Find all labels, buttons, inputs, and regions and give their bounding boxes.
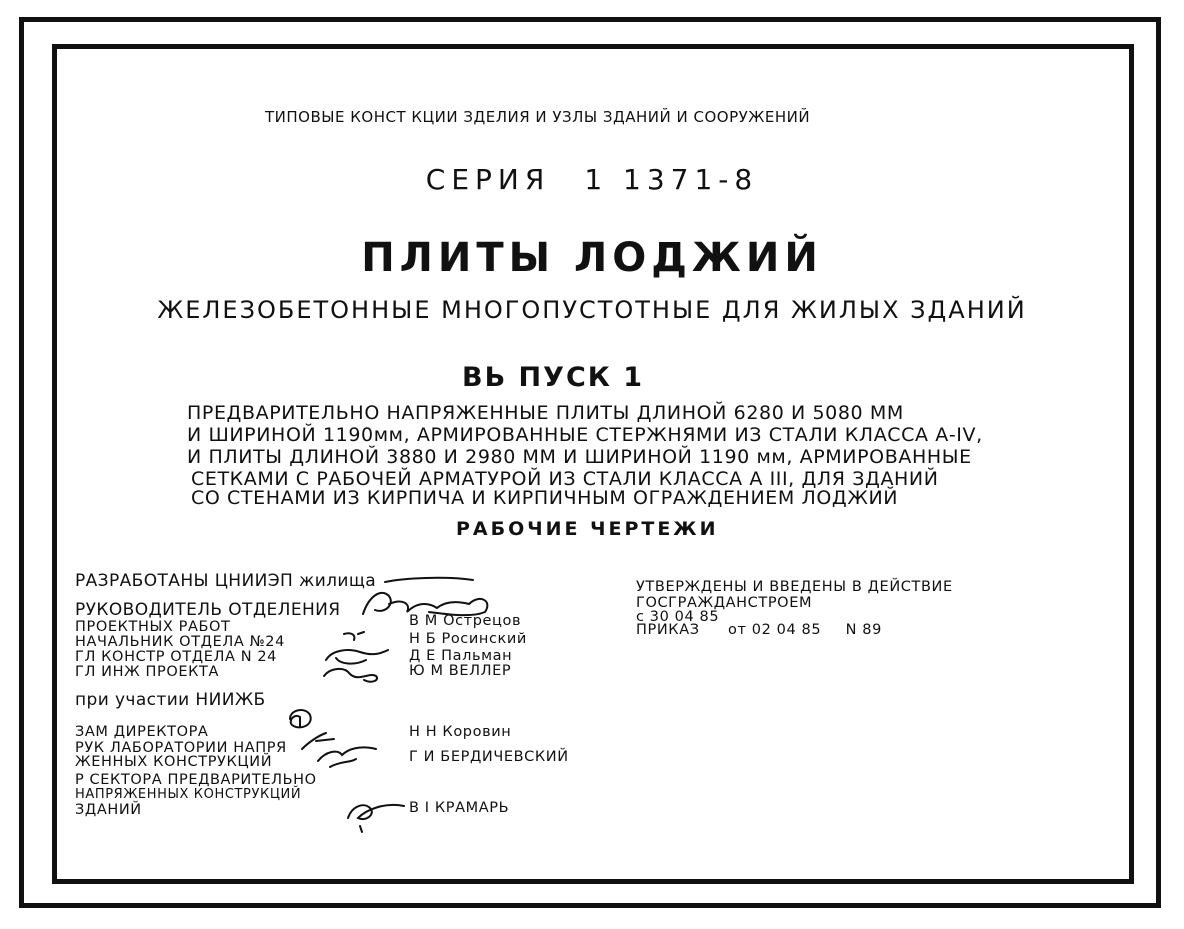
series-line [0, 163, 1184, 196]
description-line-1: ПРЕДВАРИТЕЛЬНО НАПРЯЖЕННЫЕ ПЛИТЫ ДЛИНОЙ 6280 И 5080 ММ [187, 402, 904, 424]
head-of-department-name: В М Острецов [409, 613, 522, 629]
participation-label: при участии НИИЖБ [75, 690, 266, 710]
page-title: ПЛИТЫ ЛОДЖИЙ [361, 235, 823, 281]
series-number: 1 1371-8 [584, 163, 759, 196]
page-subtitle: ЖЕЛЕЗОБЕТОННЫЕ МНОГОПУСТОТНЫЕ ДЛЯ ЖИЛЫХ ЗДАНИЙ [157, 296, 1027, 324]
sector-head-name: В І КРАМАРЬ [409, 800, 510, 816]
sector-head-role-3: ЗДАНИЙ [75, 802, 142, 818]
approval-line-1: УТВЕРЖДЕНЫ И ВВЕДЕНЫ В ДЕЙСТВИЕ [636, 579, 953, 595]
chief-designer-name: Д Е Пальман [409, 648, 513, 664]
chief-engineer-name: Ю М ВЕЛЛЕР [409, 663, 512, 679]
signature-rosinsky-palman-veller [318, 630, 408, 686]
head-of-department-role-2: ПРОЕКТНЫХ РАБОТ [75, 619, 231, 635]
developed-by: РАЗРАБОТАНЫ ЦНИИЭП жилища [75, 571, 377, 591]
signature-kramar [340, 788, 410, 834]
lab-head-role-2: ЖЕННЫХ КОНСТРУКЦИЙ [75, 754, 273, 770]
series-label: СЕРИЯ [425, 163, 551, 196]
order-number: N 89 [845, 622, 882, 638]
signature-korovin-berdichevsky [280, 705, 400, 775]
approval-line-2: ГОСГРАЖДАНСТРОЕМ [636, 595, 813, 611]
order-date-prefix: от [728, 622, 747, 638]
approval-date-from: с 30 04 85 [636, 609, 720, 625]
header-category: ТИПОВЫЕ КОНСТ КЦИИ ЗДЕЛИЯ И УЗЛЫ ЗДАНИЙ И СООРУЖЕНИЙ [265, 108, 811, 126]
signature-ostretsov [345, 574, 505, 624]
description-line-2: И ШИРИНОЙ 1190мм, АРМИРОВАННЫЕ СТЕРЖНЯМИ ИЗ СТАЛИ КЛАССА А-IV, [187, 424, 983, 446]
dept-chief-role: НАЧАЛЬНИК ОТДЕЛА №24 [75, 634, 285, 650]
order-date: 02 04 85 [751, 622, 822, 638]
chief-designer-role: ГЛ КОНСТР ОТДЕЛА N 24 [75, 649, 277, 665]
order-label: ПРИКАЗ [636, 622, 700, 638]
dept-chief-name: Н Б Росинский [409, 631, 527, 647]
deputy-director-role: ЗАМ ДИРЕКТОРА [75, 724, 209, 740]
drawings-label: РАБОЧИЕ ЧЕРТЕЖИ [456, 518, 719, 540]
issue-number: ВЬ ПУСК 1 [462, 362, 645, 393]
sector-head-role-2: НАПРЯЖЕННЫХ КОНСТРУКЦИЙ [75, 787, 302, 802]
head-of-department-role: РУКОВОДИТЕЛЬ ОТДЕЛЕНИЯ [75, 600, 341, 620]
sector-head-role: Р СЕКТОРА ПРЕДВАРИТЕЛЬНО [75, 772, 317, 788]
lab-head-role: РУК ЛАБОРАТОРИИ НАПРЯ [75, 740, 287, 756]
approval-order [636, 623, 882, 638]
chief-engineer-role: ГЛ ИНЖ ПРОЕКТА [75, 664, 220, 680]
description-line-5: СО СТЕНАМИ ИЗ КИРПИЧА И КИРПИЧНЫМ ОГРАЖДЕНИЕМ ЛОДЖИЙ [191, 487, 899, 509]
description-line-3: И ПЛИТЫ ДЛИНОЙ 3880 И 2980 ММ И ШИРИНОЙ 1190 мм, АРМИРОВАННЫЕ [187, 446, 972, 468]
lab-head-name: Г И БЕРДИЧЕВСКИЙ [409, 749, 569, 765]
description-line-4: СЕТКАМИ С РАБОЧЕЙ АРМАТУРОЙ ИЗ СТАЛИ КЛАССА А III, ДЛЯ ЗДАНИЙ [191, 468, 939, 490]
deputy-director-name: Н Н Коровин [409, 724, 512, 740]
